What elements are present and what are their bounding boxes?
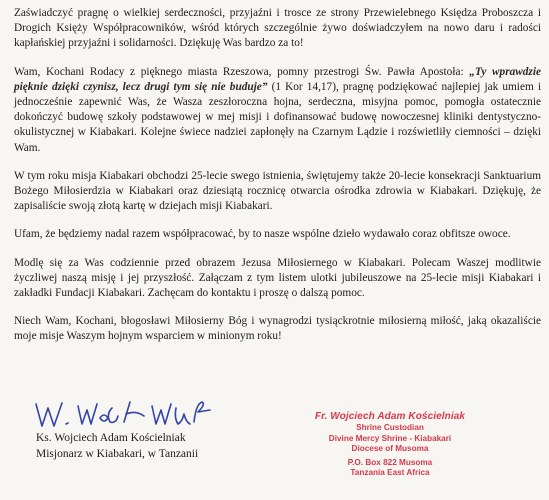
paragraph-cooperation: Ufam, że będziemy nadal razem współpracować, by to nasze wspólne dzieło wydawało coraz obfitsze owoce.	[14, 228, 511, 241]
paragraph-thanks-rzeszow	[14, 65, 541, 156]
paragraph-anniversary: W tym roku misja Kiabakari obchodzi 25-lecie swego istnienia, świętujemy także 20-lecie konsekracji Sanktuarium Bożego Miłosierdzia w Kiabakari oraz dziesiątą rocznicę otwarcia ośrodka zdrowia w Kiabakari. Dziękuję, że zapisaliście swoją złotą kartę w dziejach misji Kiabakari.	[14, 169, 541, 213]
stamp-line-2: Divine Mercy Shrine - Kiabakari	[328, 433, 452, 443]
stamp-line-1: Shrine Custodian	[356, 423, 424, 432]
red-stamp	[300, 410, 480, 479]
stamp-line-5: Tanzania East Africa	[350, 468, 430, 478]
stamp-line-3: Diocese of Musoma	[351, 444, 429, 454]
stamp-name: Fr. Wojciech Adam Kościelniak	[314, 411, 466, 422]
paragraph-intro-text: Wam, Kochani Rodacy z pięknego miasta Rzeszowa, pomny przestrogi Św. Pawła Apostoła:	[14, 65, 470, 78]
paragraph-thanks-priests: Zaświadczyć pragnę o wielkiej serdeczności, przyjaźni i trosce ze strony Przewielebnego Księdza Proboszcza i Drogich Księży Współpracowników, wśród których szczególnie żywo doświadczyłem na nowo daru i radości kapłańskiej przyjaźni i solidarności. Dziękuję Was bardzo za to!	[14, 7, 541, 50]
letter-footer	[0, 398, 549, 500]
paragraph-body-text: (1 Kor 14,17), pragnę podziękować najlepiej jak umiem i jednocześnie zapewnić Was, że Wasza zeszłoroczna hojna, serdeczna, misyjna pomoc, pomogła ostatecznie dokończyć budowę szkoły podstawowej w mej misji i dofinansować budowę nowoczesnej kliniki dentystyczno-okulistycznej w Kiabakari. Kolejne świece nadziei zapłonęły na Czarnym Lądzie i rozświetliły ciemności – dzięki Wam.	[14, 80, 541, 154]
bible-quote: „Ty wprawdzie pięknie dzięki czynisz, lecz drugi tym się nie buduje”	[14, 65, 541, 93]
signatory-role: Misjonarz w Kiabakari, w Tanzanii	[36, 448, 199, 460]
handwritten-signature	[30, 398, 230, 432]
paragraph-blessing: Niech Wam, Kochani, błogosławi Miłosierny Bóg i wynagrodzi tysiąckrotnie miłosierną miłość, jaką okazaliście moje misje Waszym hojnym wsparciem w minionym roku!	[14, 315, 541, 343]
signatory-name: Ks. Wojciech Adam Kościelniak	[36, 432, 186, 444]
stamp-line-4: P.O. Box 822 Musoma	[347, 457, 433, 467]
paragraph-prayer: Modlę się za Was codziennie przed obrazem Jezusa Miłosiernego w Kiabakari. Polecam Waszej modlitwie życzliwej naszą misję i jej przyszłość. Załączam z tym listem ulotki jubileuszowe na 25-lecie misji Kiabakari i zakładki Fundacji Kiabakari. Zachęcam do kontaktu i proszę o dalszą pomoc.	[14, 256, 541, 300]
